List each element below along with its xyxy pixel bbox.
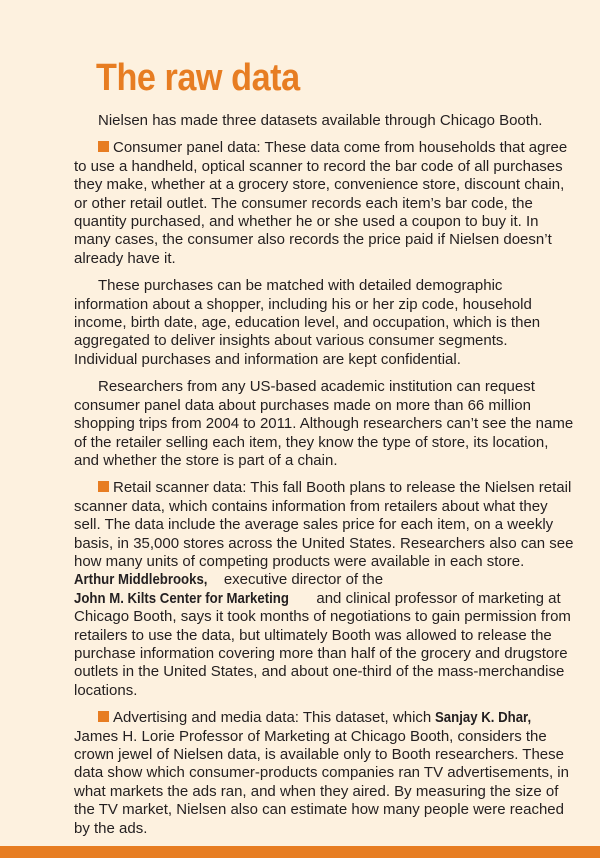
retail-scanner-text-2: executive director of the [223,571,384,589]
researchers-paragraph: Researchers from any US-based academic institution can request consumer panel data about purchases made on more than 66 million shopping trips from 2004 to 2011. Although researchers can’t see the name of the retailer selling each item, they know the type of store, its location, and whether the store is part of a chain. [74,378,574,469]
bottom-accent-bar [0,846,600,858]
demographics-paragraph: These purchases can be matched with detailed demographic information about a shopper, including his or her zip code, household income, birth date, age, education level, and occupation, which is then aggregated to deliver insights about various consumer segments. Individual purchases and information are kept confidential. [74,277,541,368]
article [74,56,574,847]
consumer-panel-paragraph [74,139,574,268]
center-name-kilts: John M. Kilts Center for Marketing [74,589,289,607]
person-name-sanjay-dhar: Sanjay K. Dhar, [435,709,532,727]
bullet-square-icon [98,481,109,492]
bullet-square-icon [98,141,109,152]
advertising-text-2: James H. Lorie Professor of Marketing at Chicago Booth, considers the crown jewel of Nielsen data, is available only to Booth researchers. These data show which consumer-products companies ran TV advertisements, in what markets the ads ran, and when they aired. By measuring the size of the TV market, Nielsen also can estimate how many people were reached by the ads. [74,727,569,837]
retail-scanner-text-1: Retail scanner data: This fall Booth plans to release the Nielsen retail scanner data, which contains information from retailers about what they sell. The data include the average sales price for each item, on a weekly basis, in 35,000 stores across the United States. Researchers also can see how many units of competing products were available in each store. [74,479,574,570]
advertising-paragraph [74,709,574,838]
intro-paragraph: Nielsen has made three datasets available through Chicago Booth. [98,112,543,129]
advertising-text-1: Advertising and media data: This dataset, which [113,709,432,727]
retail-scanner-text-3: and clinical professor of marketing at Chicago Booth, says it took months of negotiations to gain permission from retailers to use the data, but ultimately Booth was allowed to release the purchase information covering more than half of the grocery and drugstore outlets in the United States, and about one-third of the mass-merchandise locations. [74,589,571,699]
retail-scanner-paragraph [74,479,574,700]
bullet-square-icon [98,711,109,722]
article-title: The raw data [96,57,300,99]
consumer-panel-text: Consumer panel data: These data come from households that agree to use a handheld, optical scanner to record the bar code of all purchases they make, whether at a grocery store, convenience store, discount chain, or other retail outlet. The consumer records each item’s bar code, the quantity purchased, and whether he or she used a coupon to buy it. In many cases, the consumer also records the price paid if Nielsen doesn’t already have it. [74,139,568,267]
person-name-arthur-middlebrooks: Arthur Middlebrooks, [74,571,208,589]
